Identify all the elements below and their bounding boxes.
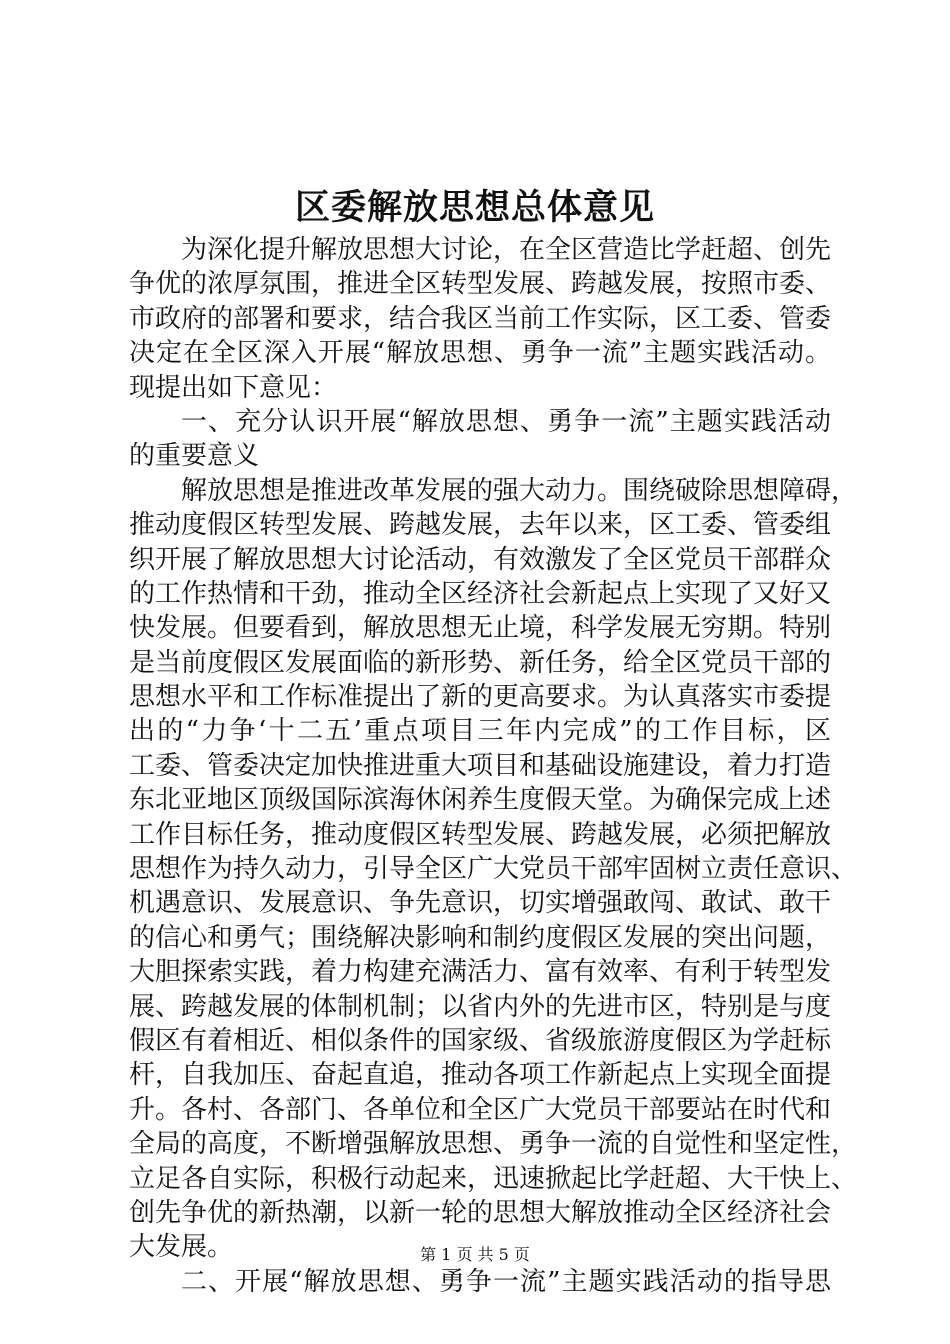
body-line: 立足各自实际，积极行动起来，迅速掀起比学赶超、大干快上、 <box>129 1163 858 1194</box>
body-line: 思想作为持久动力，引导全区广大党员干部牢固树立责任意识、 <box>129 854 858 885</box>
body-line: 展、跨越发展的体制机制；以省内外的先进市区，特别是与度 <box>129 991 832 1022</box>
body-line: 推动度假区转型发展、跨越发展，去年以来，区工委、管委组 <box>129 510 832 541</box>
body-line: 工作目标任务，推动度假区转型发展、跨越发展，必须把解放 <box>129 819 832 850</box>
body-line: 创先争优的新热潮，以新一轮的思想大解放推动全区经济社会 <box>129 1197 832 1228</box>
body-line: 一、充分认识开展“解放思想、勇争一流”主题实践活动 <box>181 406 831 437</box>
body-line: 快发展。但要看到，解放思想无止境，科学发展无穷期。特别 <box>129 613 832 644</box>
body-line: 决定在全区深入开展“解放思想、勇争一流”主题实践活动。 <box>129 338 831 369</box>
body-line: 二、开展“解放思想、勇争一流”主题实践活动的指导思 <box>181 1266 831 1297</box>
body-line: 大胆探索实践，着力构建充满活力、富有效率、有利于转型发 <box>129 957 832 988</box>
body-line: 大发展。 <box>129 1232 234 1263</box>
body-line: 为深化提升解放思想大讨论，在全区营造比学赶超、创先 <box>181 235 832 265</box>
body-line: 全局的高度，不断增强解放思想、勇争一流的自觉性和坚定性， <box>129 1129 858 1160</box>
body-line: 升。各村、各部门、各单位和全区广大党员干部要站在时代和 <box>129 1094 832 1125</box>
body-line: 东北亚地区顶级国际滨海休闲养生度假天堂。为确保完成上述 <box>129 785 832 816</box>
body-line: 是当前度假区发展面临的新形势、新任务，给全区党员干部的 <box>129 647 832 678</box>
body-line: 的工作热情和干劲，推动全区经济社会新起点上实现了又好又 <box>129 578 832 609</box>
body-line: 工委、管委决定加快推进重大项目和基础设施建设，着力打造 <box>129 750 832 781</box>
document-title: 区委解放思想总体意见 <box>294 187 655 228</box>
body-line: 出的“力争‘十二五’重点项目三年内完成”的工作目标，区 <box>129 716 831 747</box>
body-line: 的重要意义 <box>129 441 260 472</box>
body-line: 解放思想是推进改革发展的强大动力。围绕破除思想障碍， <box>181 475 858 506</box>
body-line: 机遇意识、发展意识、争先意识，切实增强敢闯、敢试、敢干 <box>129 888 832 919</box>
body-line: 争优的浓厚氛围，推进全区转型发展、跨越发展，按照市委、 <box>129 269 832 300</box>
body-line: 杆，自我加压、奋起直追，推动各项工作新起点上实现全面提 <box>129 1060 832 1091</box>
body-line: 的信心和勇气；围绕解决影响和制约度假区发展的突出问题， <box>129 922 832 953</box>
page-number-footer: 第 1 页 共 5 页 <box>420 1245 530 1264</box>
body-line: 思想水平和工作标准提出了新的更高要求。为认真落实市委提 <box>129 682 832 713</box>
body-line: 假区有着相近、相似条件的国家级、省级旅游度假区为学赶标 <box>129 1025 832 1056</box>
document-body <box>129 233 858 1299</box>
body-line: 市政府的部署和要求，结合我区当前工作实际，区工委、管委 <box>129 303 832 334</box>
body-line: 织开展了解放思想大讨论活动，有效激发了全区党员干部群众 <box>129 544 832 575</box>
body-line: 现提出如下意见： <box>129 372 338 403</box>
